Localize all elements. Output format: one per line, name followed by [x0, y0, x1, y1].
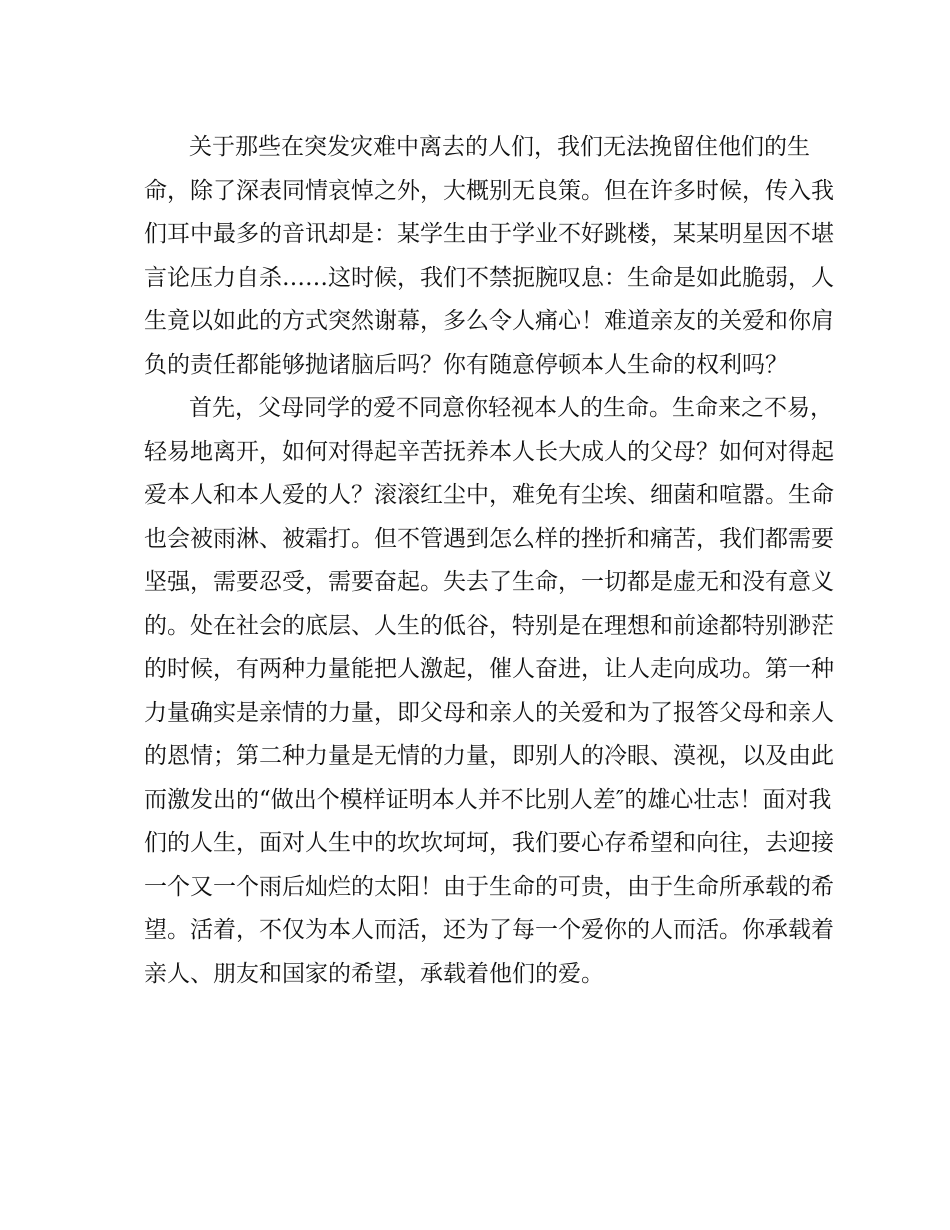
paragraph-line: 言论压力自杀……这时候，我们不禁扼腕叹息：生命是如此脆弱，人: [144, 264, 834, 291]
paragraph-line: 负的责任都能够抛诸脑后吗？你有随意停顿本人生命的权利吗？: [144, 351, 788, 378]
paragraph-line: 而激发出的“做出个模样证明本人并不比别人差″的雄心壮志！面对我: [144, 786, 832, 813]
document-page: [144, 126, 834, 996]
paragraph-line: 生竟以如此的方式突然谢幕，多么令人痛心！难道亲友的关爱和你肩: [144, 308, 834, 334]
paragraph-line: 的时候，有两种力量能把人激起，催人奋进，让人走向成功。第一种: [144, 656, 834, 682]
paragraph-line: 关于那些在突发灾难中离去的人们，我们无法挽留住他们的生: [189, 134, 810, 160]
paragraph-line: 们耳中最多的音讯却是：某学生由于学业不好跳楼，某某明星因不堪: [144, 221, 834, 247]
paragraph-line: 们的人生，面对人生中的坎坎坷坷，我们要心存希望和向往，去迎接: [144, 830, 834, 856]
paragraph-line: 也会被雨淋、被霜打。但不管遇到怎么样的挫折和痛苦，我们都需要: [144, 525, 834, 552]
paragraph-2: [144, 387, 834, 996]
paragraph-line: 的恩情；第二种力量是无情的力量，即别人的冷眼、漠视，以及由此: [144, 743, 834, 769]
paragraph-line: 的。处在社会的底层、人生的低谷，特别是在理想和前途都特别渺茫: [144, 612, 834, 639]
paragraph-line: 爱本人和本人爱的人？滚滚红尘中，难免有尘埃、细菌和喧嚣。生命: [144, 482, 834, 508]
paragraph-line: 轻易地离开，如何对得起辛苦抚养本人长大成人的父母？如何对得起: [144, 438, 834, 465]
paragraph-line: 望。活着，不仅为本人而活，还为了每一个爱你的人而活。你承载着: [144, 917, 834, 943]
paragraph-line: 首先，父母同学的爱不同意你轻视本人的生命。生命来之不易，: [189, 395, 833, 421]
paragraph-line: 命，除了深表同情哀悼之外，大概别无良策。但在许多时候，传入我: [144, 177, 834, 204]
paragraph-line: 一个又一个雨后灿烂的太阳！由于生命的可贵，由于生命所承载的希: [144, 873, 834, 900]
paragraph-line: 亲人、朋友和国家的希望，承载着他们的爱。: [144, 960, 604, 987]
paragraph-line: 坚强，需要忍受，需要奋起。失去了生命，一切都是虚无和没有意义: [144, 569, 834, 595]
paragraph-1: [144, 126, 834, 387]
paragraph-line: 力量确实是亲情的力量，即父母和亲人的关爱和为了报答父母和亲人: [144, 699, 834, 726]
